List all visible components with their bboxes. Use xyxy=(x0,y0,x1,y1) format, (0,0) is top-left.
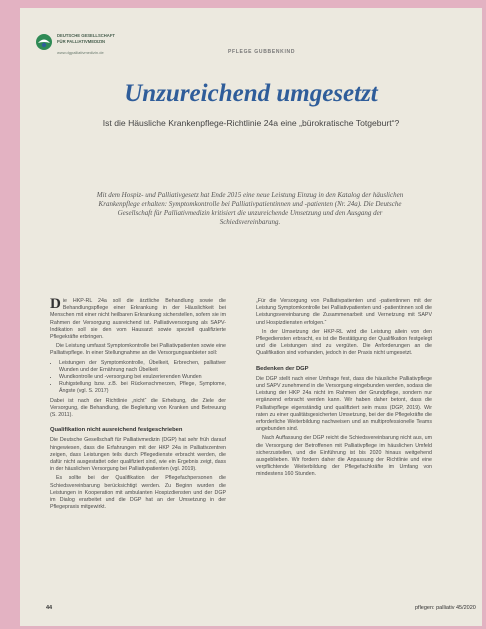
logo-mark-icon xyxy=(35,33,53,51)
body-paragraph: In der Umsetzung der HKP-RL wird die Leistung allein von den Pflegediensten erbracht, es ist die Bestätigung der Qualifikation festgelegt und die Leistungen sind zu vergüten. Die Anforderungen an die Qualifikation sind vorhanden, jedoch in der Praxis nicht umgesetzt. xyxy=(256,328,432,357)
body-paragraph: Die DGP stellt nach einer Umfrage fest, dass die häusliche Palliativpflege und SAPV zunehmend in die Versorgung eingebunden werden, sodass die Leistung der HKP 24a nicht im Rahmen der Grundpflege, sondern nur ergänzend erbracht werden kann. Wir haben daher betont, dass die Palliativpflege eigenständig und qualifiziert sein muss (DGP, 2019). Wir raten zu einer qualitätsgesicherten Umsetzung, bei der die Pflegekräfte die erforderliche Weiterbildung nachweisen und an multiprofessionelle Teams angebunden sind. xyxy=(256,375,432,433)
body-paragraph: Die Deutsche Gesellschaft für Palliativmedizin (DGP) hat sehr früh darauf hingewiesen, dass die Erfahrungen mit der HKP 24a in Palliativzentren zeigen, dass Leistungen teils durch Pflegedienste erbracht werden, die dafür nicht ausgestattet oder qualifiziert sind, wie ein Ergebnis zeigt, dass in der häuslichen Versorgung bei Palliativpatienten (vgl. 2019). xyxy=(50,437,226,473)
section-rubric: PFLEGE GUBBENKIND xyxy=(228,49,296,55)
magazine-page xyxy=(20,8,482,626)
text-column-left xyxy=(50,298,226,513)
drop-cap: D xyxy=(50,296,61,312)
logo-text: DEUTSCHE GESELLSCHAFT FÜR PALLIATIVMEDIZIN xyxy=(57,33,115,44)
article-subtitle: Ist die Häusliche Krankenpflege-Richtlinie 24a eine „bürokratische Totgeburt“? xyxy=(102,118,400,128)
article-lead: Mit dem Hospiz- und Palliativgesetz hat Ende 2015 eine neue Leistung Einzug in den Katalog der häuslichen Krankenpflege erhalten: Symptomkontrolle bei Palliativpatientinnen und -patienten (Nr. 24a). Die Deutsche Gesellschaft für Palliativmedizin kritisiert die unzureichende Umsetzung und den Ausgang der Schiedsvereinbarung. xyxy=(96,191,404,226)
list-item: • Ruhigstellung bzw. z.B. bei Rückenschmerzen, Pflege, Symptome, Ängste (vgl. S. 2017) xyxy=(59,381,226,395)
logo-url: www.dgpalliativmedizin.de xyxy=(57,50,104,55)
body-paragraph: Nach Auffassung der DGP reicht die Schiedsvereinbarung nicht aus, um die Versorgung der Betroffenen mit Palliativpflege im häuslichen Umfeld sicherzustellen, und die Einführung ist bis 2020 hinaus weitgehend ausgeblieben. Wir fordern daher die Anpassung der Richtlinie und eine verpflichtende Weiterbildung der Pflegefachkräfte im Umfang von mindestens 160 Stunden. xyxy=(256,435,432,478)
list-item: • Wundkontrolle und -versorgung bei exulzerierenden Wunden xyxy=(59,374,226,381)
body-paragraph: Die Leistung umfasst Symptomkontrolle bei Palliativpatienten sowie eine Palliativpflege. In einer Stellungnahme an die Versorgungsanbieter soll: xyxy=(50,343,226,357)
text-column-right xyxy=(256,298,432,481)
list-item: • Leistungen der Symptomkontrolle, Übelkeit, Erbrechen, palliativer Wunden und der Ernährung nach Übelkeit xyxy=(59,360,226,374)
magazine-name: pflegen: palliativ 45/2020 xyxy=(415,605,476,611)
page-number: 44 xyxy=(46,605,53,611)
body-paragraph: Es sollte bei der Qualifikation der Pflegefachpersonen die Schiedsvereinbarung berücksichtigt werden. Zu Beginn wurden die Leistungen in Kooperation mit ambulanten Hospizdiensten und der DGP im Dialog erarbeitet und die DGP hat an der Umsetzung in der Pflegepraxis mitgewirkt. xyxy=(50,475,226,511)
body-paragraph: Dabei ist nach der Richtlinie „nicht“ die Erhebung, die Ziele der Versorgung, die Behandlung, die Begleitung von Kranken und Betreuung (S. 2011). xyxy=(50,397,226,419)
body-paragraph: Die HKP-RL 24a soll die ärztliche Behandlung sowie die Behandlungspflege einer Erkrankung in der Häuslichkeit bei Menschen mit einer nicht heilbaren Erkrankung sicherstellen, sofern sie im Rahmen der Versorgung ausreichend ist. Palliativversorgung als SAPV-Indikation soll sie den vom Hausarzt sowie speziell qualifizierte Pflegekräfte erbringen. xyxy=(50,296,226,341)
section-heading: Bedenken der DGP xyxy=(256,365,309,372)
body-paragraph: „Für die Versorgung von Palliativpatienten und -patientinnen mit der Leistung Symptomkontrolle bei Palliativpatienten und -patientinnen soll die Leistungsvereinbarung die Zusammenarbeit und Vernetzung mit SAPV und Hospizdiensten erfolgen.“ xyxy=(256,298,432,326)
section-heading: Qualifikation nicht ausreichend festgeschrieben xyxy=(50,427,183,434)
article-title: Unzureichend umgesetzt xyxy=(124,80,378,107)
bullet-list xyxy=(50,360,226,396)
dgp-logo xyxy=(35,33,155,59)
